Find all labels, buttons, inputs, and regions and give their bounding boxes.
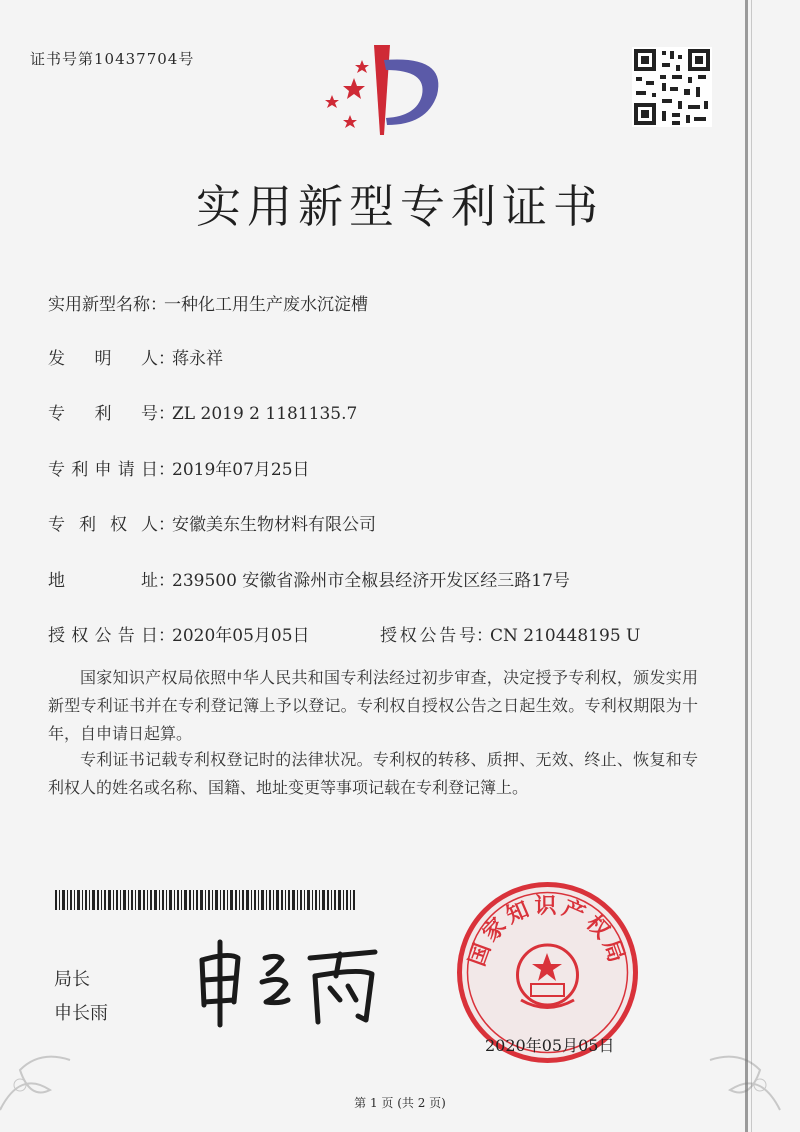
field-value: 安徽美东生物材料有限公司 xyxy=(172,515,376,535)
field-address: 地址：239500 安徽省滁州市全椒县经济开发区经三路17号 xyxy=(48,566,570,591)
seal-date: 2020年05月05日 xyxy=(485,1036,615,1055)
field-label: 专利申请日 xyxy=(48,460,158,480)
patent-logo-icon xyxy=(312,40,452,145)
field-value: 2019年07月25日 xyxy=(172,460,310,480)
handwritten-signature xyxy=(190,930,390,1030)
field-label: 授权公告号 xyxy=(380,626,476,646)
certificate-number: 证书号第10437704号 xyxy=(30,50,195,68)
qr-code-icon xyxy=(632,47,712,127)
field-value: 一种化工用生产废水沉淀槽 xyxy=(164,295,368,315)
field-value: CN 210448195 U xyxy=(490,626,641,646)
field-value: 2020年05月05日 xyxy=(172,626,310,646)
field-utility-model-name: 实用新型名称：一种化工用生产废水沉淀槽 xyxy=(48,290,368,315)
field-label: 发明人 xyxy=(48,349,158,369)
field-label: 专利权人 xyxy=(48,515,158,535)
svg-text:国家知识产权局: 国家知识产权局 xyxy=(465,894,630,970)
legal-status-paragraph: 专利证书记载专利权登记时的法律状况。专利权的转移、质押、无效、终止、恢复和专利权人的姓名或名称、国籍、地址变更等事项记载在专利登记簿上。 xyxy=(48,750,698,797)
page-footer: 第 1 页 (共 2 页) xyxy=(354,1096,446,1110)
field-patent-holder: 专利权人：安徽美东生物材料有限公司 xyxy=(48,510,376,535)
field-label: 地址 xyxy=(48,571,158,591)
field-grant-number: 授权公告号：CN 210448195 U xyxy=(380,621,640,646)
barcode-icon xyxy=(55,890,355,910)
field-value: 蒋永祥 xyxy=(172,349,223,369)
field-filing-date: 专利申请日：2019年07月25日 xyxy=(48,455,310,480)
field-grant-date: 授权公告日：2020年05月05日 xyxy=(48,621,310,646)
field-label: 专利号 xyxy=(48,404,158,424)
field-label: 授权公告日 xyxy=(48,626,158,646)
field-value: 239500 安徽省滁州市全椒县经济开发区经三路17号 xyxy=(172,571,570,591)
field-inventor: 发明人：蒋永祥 xyxy=(48,344,223,369)
statement-paragraph: 国家知识产权局依照中华人民共和国专利法经过初步审查，决定授予专利权，颁发实用新型专利证书并在专利登记簿上予以登记。专利权自授权公告之日起生效。专利权期限为十年，自申请日起算。 xyxy=(48,668,698,743)
field-label: 实用新型名称 xyxy=(48,295,150,315)
field-value: ZL 2019 2 1181135.7 xyxy=(172,404,358,424)
certificate-title: 实用新型专利证书 xyxy=(195,180,604,233)
signatory-name: 申长雨 xyxy=(54,1003,108,1024)
signatory-title: 局长 xyxy=(54,969,90,990)
field-patent-number: 专利号：ZL 2019 2 1181135.7 xyxy=(48,399,357,424)
